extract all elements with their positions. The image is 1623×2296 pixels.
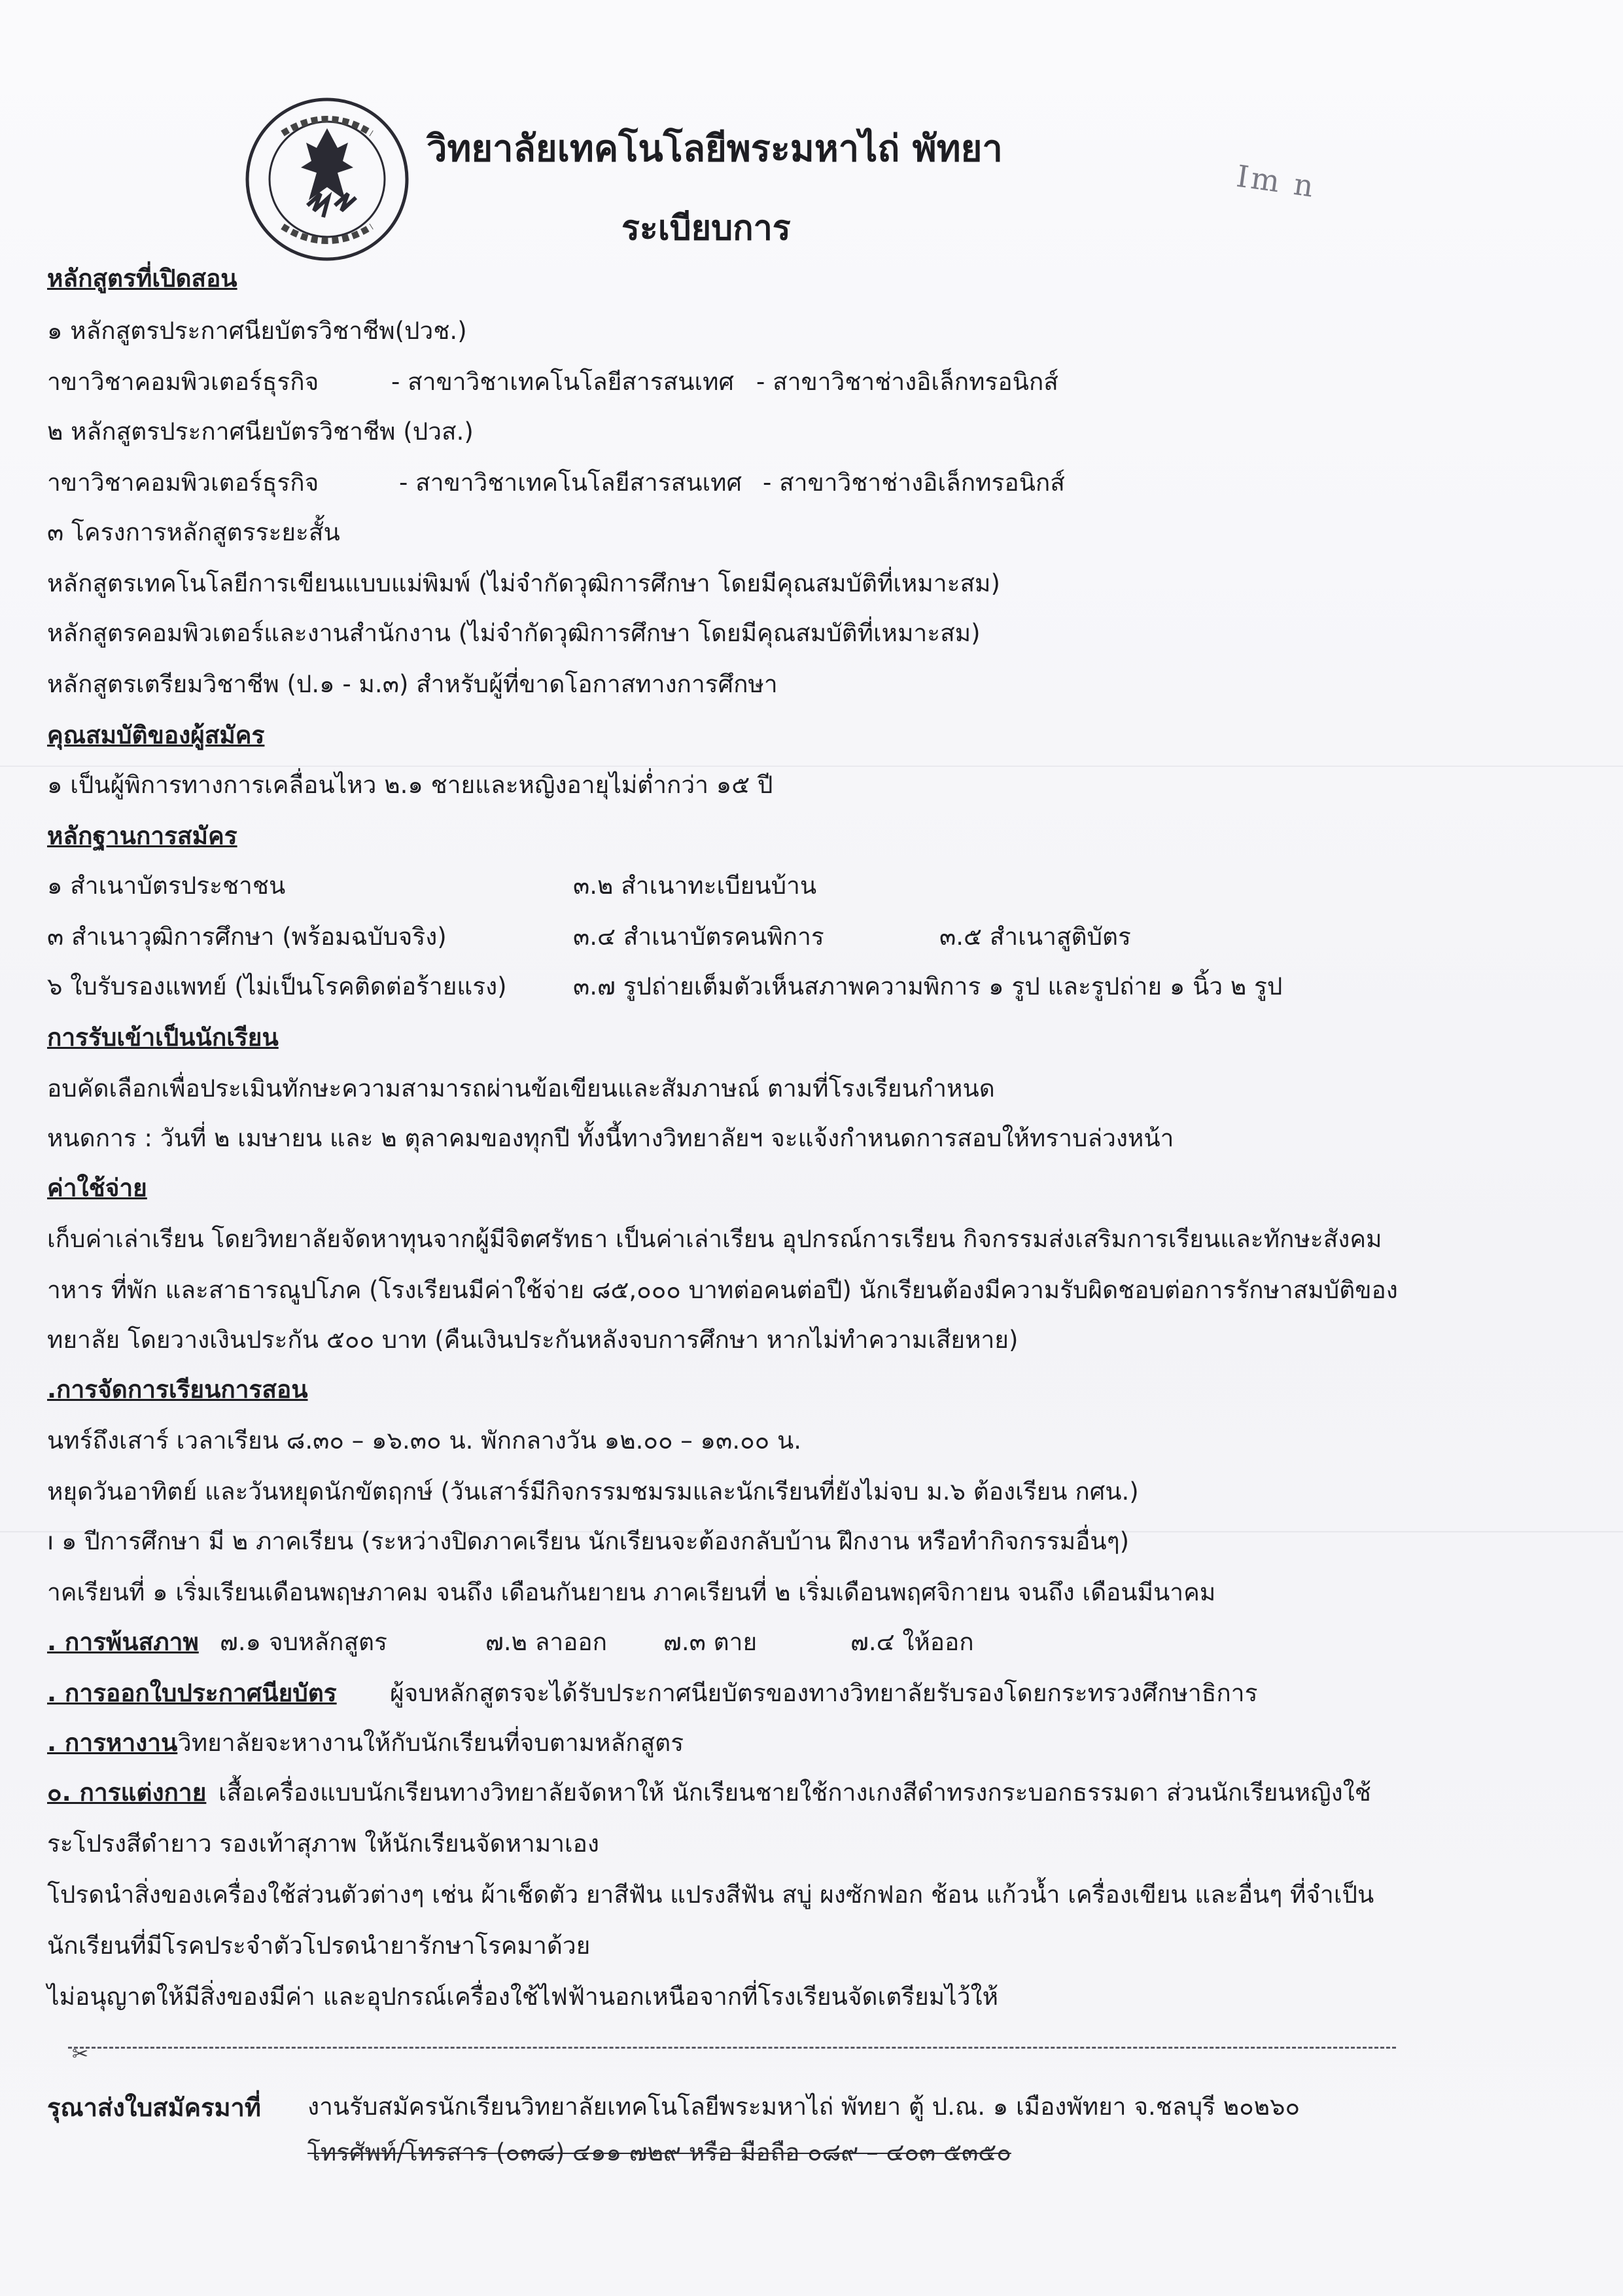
document-item: ๓.๒ สำเนาทะเบียนบ้าน [573, 872, 817, 900]
document-item: ๓ สำเนาวุฒิการศึกษา (พร้อมฉบับจริง) [47, 923, 447, 951]
dress-line: นักเรียนที่มีโรคประจำตัวโปรดนำยารักษาโรคมาด้วย [47, 1932, 591, 1960]
section-heading-expenses: ค่าใช้จ่าย [47, 1174, 147, 1202]
dress-line: ไม่อนุญาตให้มีสิ่งของมีค่า และอุปกรณ์เครื่องใช้ไฟฟ้านอกเหนือจากที่โรงเรียนจัดเตรียมไว้ให้ [47, 1983, 999, 2011]
expense-line: าหาร ที่พัก และสาธารณูปโภค (โรงเรียนมีค่าใช้จ่าย ๘๕,๐๐๐ บาทต่อคนต่อปี) นักเรียนต้องมีความรับผิดชอบต่อการรักษาสมบัติของ [47, 1276, 1398, 1304]
section-heading-teaching: .การจัดการเรียนการสอน [47, 1375, 308, 1404]
course-line: - สาขาวิชาช่างอิเล็กทรอนิกส์ [763, 468, 1065, 497]
footer-address: งานรับสมัครนักเรียนวิทยาลัยเทคโนโลยีพระมหาไถ่ พัทยา ตู้ ป.ณ. ๑ เมืองพัทยา จ.ชลบุรี ๒๐๒๖๐ [307, 2093, 1300, 2121]
paper-fold [0, 766, 1623, 767]
section-heading-certificate: . การออกใบประกาศนียบัตร [47, 1679, 337, 1707]
document-item: ๑ สำเนาบัตรประชาชน [47, 872, 286, 900]
status-item: ๗.๓ ตาย [663, 1628, 758, 1656]
section-heading-courses: หลักสูตรที่เปิดสอน [47, 264, 237, 292]
scissors-icon: ✂ [72, 2043, 89, 2066]
course-line: าขาวิชาคอมพิวเตอร์ธุรกิจ [47, 468, 319, 497]
qualification-line: ๑ เป็นผู้พิการทางการเคลื่อนไหว ๒.๑ ชายและหญิงอายุไม่ต่ำกว่า ๑๕ ปี [47, 771, 773, 799]
course-line: ๒ หลักสูตรประกาศนียบัตรวิชาชีพ (ปวส.) [47, 417, 474, 446]
dress-line: เสื้อเครื่องแบบนักเรียนทางวิทยาลัยจัดหาให้ นักเรียนชายใช้กางเกงสีดำทรงกระบอกธรรมดา ส่วนนักเรียนหญิงใช้ [218, 1778, 1371, 1807]
document-item: ๓.๔ สำเนาบัตรคนพิการ [573, 923, 824, 951]
footer-label: รุณาส่งใบสมัครมาที่ [47, 2093, 261, 2122]
dress-line: ระโปรงสีดำยาว รองเท้าสุภาพ ให้นักเรียนจัดหามาเอง [47, 1829, 599, 1858]
course-line: - สาขาวิชาช่างอิเล็กทรอนิกส์ [756, 368, 1058, 396]
section-heading-jobs: . การหางาน [47, 1729, 178, 1757]
teaching-line: หยุดวันอาทิตย์ และวันหยุดนักขัตฤกษ์ (วันเสาร์มีกิจกรรมชมรมและนักเรียนที่ยังไม่จบ ม.๖ ต้องเรียน กศน.) [47, 1477, 1139, 1506]
section-heading-status: . การพ้นสภาพ [47, 1628, 199, 1656]
course-line: ๓ โครงการหลักสูตรระยะสั้น [47, 518, 340, 546]
jobs-text: วิทยาลัยจะหางานให้กับนักเรียนที่จบตามหลักสูตร [178, 1729, 684, 1757]
course-line: - สาขาวิชาเทคโนโลยีสารสนเทศ [391, 368, 735, 396]
cut-line-divider [68, 2047, 1396, 2049]
admission-line: หนดการ : วันที่ ๒ เมษายน และ ๒ ตุลาคมของทุกปี ทั้งนี้ทางวิทยาลัยฯ จะแจ้งกำหนดการสอบให้ทราบล่วงหน้า [47, 1124, 1174, 1152]
teaching-line: ı ๑ ปีการศึกษา มี ๒ ภาคเรียน (ระหว่างปิดภาคเรียน นักเรียนจะต้องกลับบ้าน ฝึกงาน หรือทำกิจกรรมอื่นๆ) [47, 1527, 1129, 1555]
course-line: ๑ หลักสูตรประกาศนียบัตรวิชาชีพ(ปวช.) [47, 317, 467, 345]
status-item: ๗.๑ จบหลักสูตร [220, 1628, 387, 1656]
page-subtitle: ระเบียบการ [621, 209, 791, 248]
document-item: ๖ ใบรับรองแพทย์ (ไม่เป็นโรคติดต่อร้ายแรง) [47, 972, 507, 1000]
teaching-line: าคเรียนที่ ๑ เริ่มเรียนเดือนพฤษภาคม จนถึง เดือนกันยายน ภาคเรียนที่ ๒ เริ่มเดือนพฤศจิกายน จนถึง เดือนมีนาคม [47, 1578, 1216, 1606]
course-line: าขาวิชาคอมพิวเตอร์ธุรกิจ [47, 368, 319, 396]
document-item: ๓.๕ สำเนาสูติบัตร [939, 923, 1131, 951]
course-line: หลักสูตรเตรียมวิชาชีพ (ป.๑ - ม.๓) สำหรับผู้ที่ขาดโอกาสทางการศึกษา [47, 670, 778, 698]
document-item: ๓.๗ รูปถ่ายเต็มตัวเห็นสภาพความพิการ ๑ รูป และรูปถ่าย ๑ นิ้ว ๒ รูป [573, 972, 1283, 1000]
certificate-text: ผู้จบหลักสูตรจะได้รับประกาศนียบัตรของทางวิทยาลัยรับรองโดยกระทรวงศึกษาธิการ [390, 1679, 1258, 1707]
section-heading-documents: หลักฐานการสมัคร [47, 822, 237, 850]
section-heading-dress: ๐. การแต่งกาย [47, 1778, 207, 1807]
footer-phone: โทรศัพท์/โทรสาร (๐๓๘) ๔๑๑ ๗๒๙ หรือ มือถือ ๐๘๙ – ๔๐๓ ๕๓๕๐ [307, 2138, 1011, 2166]
course-line: หลักสูตรเทคโนโลยีการเขียนแบบแม่พิมพ์ (ไม่จำกัดวุฒิการศึกษา โดยมีคุณสมบัติที่เหมาะสม) [47, 569, 1000, 597]
college-seal-logo [243, 96, 411, 263]
section-heading-qualifications: คุณสมบัติของผู้สมัคร [47, 721, 265, 749]
expense-line: ทยาลัย โดยวางเงินประกัน ๕๐๐ บาท (คืนเงินประกันหลังจบการศึกษา หากไม่ทำความเสียหาย) [47, 1326, 1019, 1354]
teaching-line: นทร์ถึงเสาร์ เวลาเรียน ๘.๓๐ – ๑๖.๓๐ น. พักกลางวัน ๑๒.๐๐ – ๑๓.๐๐ น. [47, 1426, 802, 1455]
status-item: ๗.๒ ลาออก [485, 1628, 608, 1656]
page-title: วิทยาลัยเทคโนโลยีพระมหาไถ่ พัทยา [427, 128, 1003, 170]
expense-line: เก็บค่าเล่าเรียน โดยวิทยาลัยจัดหาทุนจากผู้มีจิตศรัทธา เป็นค่าเล่าเรียน อุปกรณ์การเรียน กิจกรรมส่งเสริมการเรียนและทักษะสังคม [47, 1225, 1382, 1253]
course-line: หลักสูตรคอมพิวเตอร์และงานสำนักงาน (ไม่จำกัดวุฒิการศึกษา โดยมีคุณสมบัติที่เหมาะสม) [47, 619, 981, 647]
section-heading-admission: การรับเข้าเป็นนักเรียน [47, 1023, 279, 1051]
dress-line: โปรดนำสิ่งของเครื่องใช้ส่วนตัวต่างๆ เช่น ผ้าเช็ดตัว ยาสีฟัน แปรงสีฟัน สบู่ ผงซักฟอก ช้อน แก้วน้ำ เครื่องเขียน และอื่นๆ ที่จำเป็น [47, 1881, 1374, 1909]
handwritten-margin-note: Im n [1234, 158, 1319, 205]
admission-line: อบคัดเลือกเพื่อประเมินทักษะความสามารถผ่านข้อเขียนและสัมภาษณ์ ตามที่โรงเรียนกำหนด [47, 1074, 995, 1103]
status-item: ๗.๔ ให้ออก [850, 1628, 974, 1656]
course-line: - สาขาวิชาเทคโนโลยีสารสนเทศ [399, 468, 742, 497]
